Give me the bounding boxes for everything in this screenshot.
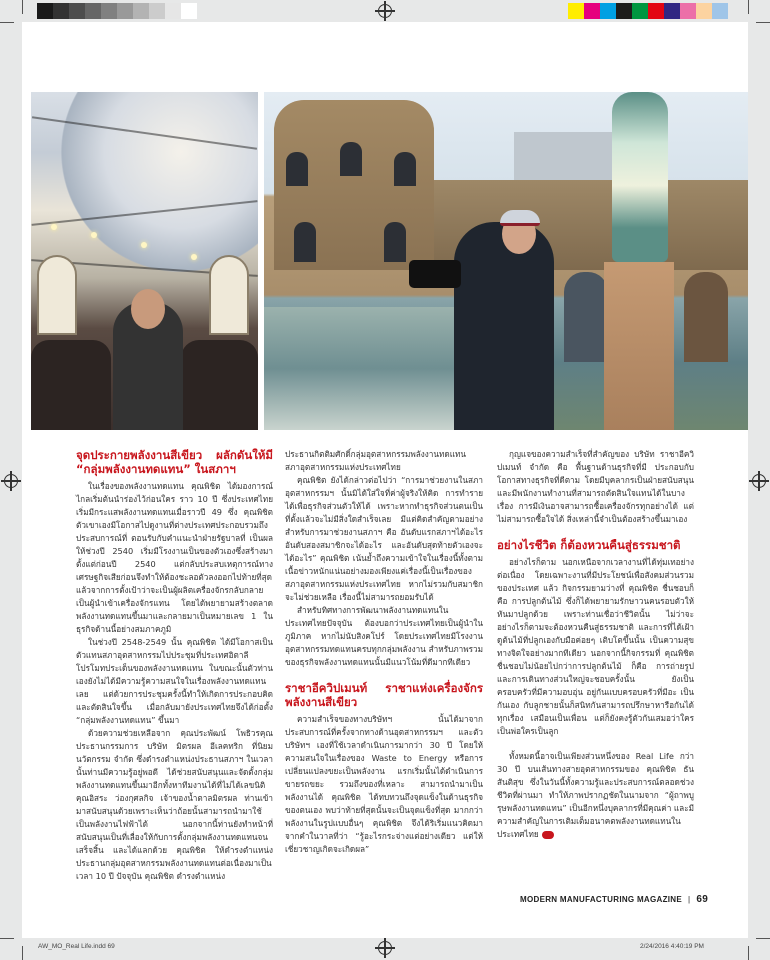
crop-mark <box>0 938 14 939</box>
paragraph: กุญแจของความสำเร็จที่สำคัญของ บริษัท ราชาอีควิปเมนท์ จำกัด คือ พื้นฐานด้านธุรกิจที่มี ประกอบกับ โอกาสทางธุรกิจที่ดีตาม โดยมีบุคลากรเป็นฝ่ายสนับสนุนและมีพนักงานทำงานที่สามารถตัดสินใจแทนได้ในบางเรื่อง การมีเงินอาจสามารถซื้อเครื่องจักรทุกอย่างได้ แต่ไม่สามารถซื้อใจได้ สิ่งเหล่านี้จำเป็นต้องสร้างขึ้นมาเอง <box>497 449 694 524</box>
registration-swatch <box>568 3 584 19</box>
mosque-interior-photo <box>31 92 258 430</box>
registration-swatch <box>680 3 696 19</box>
lamp-light <box>141 242 147 248</box>
registration-swatch <box>616 3 632 19</box>
color-registration-bar <box>568 3 728 19</box>
photographer <box>454 222 554 430</box>
registration-crosshair-bottom <box>378 941 392 955</box>
slug-file: AW_MO_Real Life.indd 69 <box>38 943 115 950</box>
lamp-light <box>51 224 57 230</box>
paragraph: ด้วยความช่วยเหลือจาก คุณประพัฒน์ โพธิวรคุณ ประธานกรรมการ บริษัท มิตรผล อีเลคทริก ที่นิยมนวัตกรรม จำกัด ซึ่งดำรงตำแหน่งประธานสภาฯ ในเวลานั้นท่านมีความรู้อยู่พอดี ได้ช่วยสนับสนุนและจัดตั้งกลุ่มพลังงานทดแทนขึ้นมาอีกทั้งหาทีมงานได้ที่ไม่ได้เลขนิติ คุณอิสระ ว่องกุศลกิจ เจ้าของน้ำตาลมิตรผล ท่านเข้ามาสนับสนุนด้วยเพราะเห็นว่าถ้อยนั้นสามารถนำมาใช้เป็นพลังงานไฟฟ้าได้ นอกจากนี้ท่านยังทำหน้าที่สนับสนุนเป็นที่เลื่องให้กับการตั้งกลุ่มพลังงานทดแทนจนเสร็จสิ้น และได้แลกด้วย คุณพิชิต ให้ดำรงตำแหน่งประธานกลุ่มอุตสาหกรรมพลังงานทดแทนต่อเนื่องมาเป็นเวลา 10 ปี ปัจจุบัน คุณพิชิต ดำรงตำแหน่ง <box>76 728 273 881</box>
registration-swatch <box>101 3 117 19</box>
paragraph: คุณพิชิต ยังได้กล่าวต่อไปว่า “การมาช่วยงานในสภาอุตสาหกรรมฯ นั้นมิได้ใส่ใจที่ค่าผู้จริงให้คิด การทำรายได้เพื่อธุรกิจส่วนตัวให้ได้ เพราะหากทำธุรกิจส่วนตนเป็นที่ตั้งแล้วจะไม่มีสิ่งใดสำเร็จเลย มีแต่คิดสำคัญตามอย่างสำหรับการมาช่วยงานสภาฯ คือ อันดับแรกสภาฯได้อะไร อันดับสองสมาชิกจะได้อะไร และอันดับสุดท้ายตัวเองจะได้อะไร” คุณพิชิต เน้นย้ำถึงความเข้าใจในเรื่องนี้ทั้งตามเนื้อข่าวหนักแน่นอย่างมองเพียงแค่เรื่องนี้เป็นเรื่องของสภาอุตสาหกรรมแห่งประเทศไทย หากไม่รวมกับสมาชิกจะไม่ช่วยเหลือ เรื่องนี้ไม่สามารถยอมรับได้ <box>285 475 483 602</box>
arch-window <box>37 255 77 335</box>
seated-person <box>684 272 728 362</box>
registration-swatch <box>696 3 712 19</box>
spacer <box>497 738 694 750</box>
lamp-light <box>91 232 97 238</box>
registration-swatch <box>133 3 149 19</box>
registration-swatch <box>664 3 680 19</box>
stone-pillar <box>604 262 674 430</box>
green-lantern <box>612 92 668 262</box>
page-number: 69 <box>696 894 709 905</box>
page-footer <box>520 894 708 905</box>
paragraph: อย่างไรก็ตาม นอกเหนือจากเวลางานที่ได้ทุ่มเทอย่างต่อเนื่อง โดยเฉพาะงานที่มีประโยชน์เพื่อสังคมส่วนรวมของประเทศ แล้ว กิจกรรมยามว่างที่ คุณพิชิต ชื่นชอบก็คือ การปลูกต้นไม้ ซึ่งก็ได้พยายามรักษาวนคนรอบตัวให้หันมาปลูกด้วย เพราะท่านเชื่อว่าชีวิตนั้น ไม่ว่าจะอย่างไรก็ตามจะต้องหวนคืนสู่ธรรมชาติ และการที่ได้เฝ้าดูต้นไม้ที่ปลูกเองกับมือค่อยๆ เติบโตขึ้นนั้น เป็นความสุขทางจิตใจอย่างมากทีเดียว นอกจากนี้กิจกรรมที่ คุณพิชิต ชื่นชอบไม่น้อยไปกว่าการปลูกต้นไม้ ก็คือ การถ่ายรูปและการเดินทางส่วนใหญ่จะชอบครั้งนั้น ยังเป็นครอบครัวที่มีความอบอุ่น อยู่กันแบบครอบครัวที่มีอะ เป็นกันเอง กับลูกชายนั้นก็สนิทกันสามารถปรึกษาหารือกันได้ทุกเรื่อง เสมือนเป็นเพื่อน แต่ก็ยังคงรู้ตัวกันเสมอว่าใครเป็นพ่อใครเป็นลูก <box>497 557 694 736</box>
registration-swatch <box>632 3 648 19</box>
section-heading-green-energy: จุดประกายพลังงานสีเขียว ผลักดันให้มี “กลุ่มพลังงานทดแทน” ในสภาฯ <box>76 448 273 476</box>
spacer <box>497 526 694 538</box>
seated-person <box>564 272 608 362</box>
paragraph: ความสำเร็จของทางบริษัทฯ นั้นได้มาจากประสบการณ์ที่ครั้งจากทางด้านอุตสาหกรรมฯ และตัวบริษัทฯ เองที่ใช้เวลาดำเนินการมากว่า 30 ปี โดยให้ความสนใจในเรื่องของ Waste to Energy หรือการเปลี่ยนแปลงขยะเป็นพลังงาน แรกเริ่มนั้นได้ดำเนินการขายรถขยะ รวมถึงของที่เหลาะ สามารถนำมาเป็นพลังงานได้ คุณพิชิต ได้ทบทวนถึงจุดแข็งในด้านธุรกิจของตนเอง พบว่าท้ายที่สุดนั้นจะเป็นจุดแข็งที่สุด มากกว่าพลังงานในรูปแบบอื่นๆ คุณพิชิต จึงได้ริเริ่มแนวคิดมาจากคำในวาลที่ว่า “รู้อะไรกระจ่างแต่อย่างเดียว แต่ให้เชี่ยวชาญเกิดจะเกิดผล” <box>285 714 483 854</box>
text-column-2 <box>285 448 483 856</box>
registration-swatch <box>600 3 616 19</box>
arched-window <box>286 152 308 186</box>
text-column-3 <box>497 448 694 841</box>
registration-swatch <box>37 3 53 19</box>
registration-swatch <box>165 3 181 19</box>
lamp-light <box>191 254 197 260</box>
end-mark-icon <box>542 831 554 839</box>
crowd-silhouette <box>181 340 258 430</box>
registration-crosshair-top <box>378 4 392 18</box>
crop-mark <box>22 0 23 14</box>
paragraph-final-text: ทั้งหมดนี้อาจเป็นเพียงส่วนหนึ่งของ Real Life กว่า 30 ปี บนเส้นทางสายอุตสาหกรรมของ คุณพิชิต ธันสันติสุข ซึ่งในวันนี้ทั้งความรู้และประสบการณ์ตลอดช่วงชีวิตที่ผ่านมา ทำให้ภาพปรากฏชัดในนามจาก “ผู้ถาพบูรุษพลังงานทดแทน” เป็นอีกหนึ่งบุคลากรที่มีคุณค่า และมีความสำคัญในการเติมเต็มอนาคตพลังงานทดแทนในประเทศไทย <box>497 751 694 839</box>
paragraph-final <box>497 750 694 841</box>
arch-window <box>209 255 249 335</box>
text-column-1 <box>76 448 273 883</box>
registration-crosshair-left <box>4 474 18 488</box>
arched-window <box>294 222 316 262</box>
man-head <box>131 289 165 329</box>
paragraph: ในเรื่องของพลังงานทดแทน คุณพิชิต ได้มองการณ์ไกลเริ่มต้นนำร่องไว้ก่อนใคร ราว 10 ปี ซึ่งประเทศไทยเริ่มมีกระแสพลังงานทดแทนเมื่อราวปี 49 ซึ่ง คุณพิชิต ตัวเขาเองมีโอกาสไปดูงานที่ต่างประเทศประกอบรวมถึงประสบการณ์ที่ ตอนรับกับคำแนะนำฝ่ายรัฐบาลที่ เป็นผลให้ช่วงปี 2540 เริ่มมีโรงงานเป็นของตัวเองซึ่งสร้างมาตั้งแต่ก่อนปี 2540 แต่กลับประสบเหตุการณ์ทางเศรษฐกิจเสียก่อนจึงทำให้ต้องชะลอตัวลงออกไปท้ายที่สุดแล้วจากการตั้งเป้าว่าจะเป็นผู้ผลิตเครื่องจักรกลับกลายเป็นผู้นำเข้าเครื่องจักรแทน โดยได้พยายามสร้างตลาดพลังงานทดแทนขึ้นมาและกลายมาเป็นหมายเลข 1 ในธุรกิจด้านนี้อย่างสมภาคภูมิ <box>76 481 273 634</box>
registration-crosshair-right <box>752 474 766 488</box>
crop-mark <box>0 22 14 23</box>
crowd-silhouette <box>31 340 111 430</box>
crop-mark <box>748 0 749 14</box>
footer-separator: | <box>688 895 691 904</box>
registration-swatch <box>648 3 664 19</box>
crop-mark <box>756 938 770 939</box>
registration-swatch <box>69 3 85 19</box>
arched-window <box>394 152 416 186</box>
registration-swatch <box>712 3 728 19</box>
crop-mark <box>22 946 23 960</box>
registration-swatch <box>117 3 133 19</box>
arched-window <box>340 142 362 176</box>
section-heading-racha-equipment: ราชาอีควิปเมนท์ ราชาแห่งเครื่องจักรพลังงานสีเขียว <box>285 681 483 709</box>
paragraph: ประธานกิตติมศักดิ์กลุ่มอุตสาหกรรมพลังงานทดแทน สภาอุตสาหกรรมแห่งประเทศไทย <box>285 449 466 472</box>
dome-shape <box>61 92 258 272</box>
section-heading-nature: อย่างไรชีวิต ก็ต้องหวนคืนสู่ธรรมชาติ <box>497 538 681 552</box>
palace-photographer-photo <box>264 92 748 430</box>
paragraph: สำหรับทิศทางการพัฒนาพลังงานทดแทนในประเทศไทยปัจจุบัน ต้องบอกว่าประเทศไทยเป็นผู้นำในภูมิภาค หากไม่นับสิงคโปร์ โดยประเทศไทยมีโรงงานอุตสาหกรรมทดแทนครบทุกกลุ่มพลังงาน สำหรับภาพรวมของธุรกิจพลังงานทดแทนนั้นมีแนวโน้มที่ดีมากทีเดียว <box>285 605 483 667</box>
spacer <box>285 669 483 681</box>
crop-mark <box>756 22 770 23</box>
cap <box>500 210 540 226</box>
camera-icon <box>409 260 461 288</box>
grayscale-registration-bar <box>37 3 197 19</box>
crop-mark <box>748 946 749 960</box>
registration-swatch <box>584 3 600 19</box>
magazine-name: MODERN MANUFACTURING MAGAZINE <box>520 895 683 904</box>
registration-swatch <box>181 3 197 19</box>
registration-swatch <box>149 3 165 19</box>
registration-swatch <box>53 3 69 19</box>
paragraph: ในช่วงปี 2548-2549 นั้น คุณพิชิต ได้มีโอกาสเป็นตัวแทนสภาอุตสาหกรรมไปประชุมที่ประเทศอิตาลีโปรโมทประเด็นของพลังงานทดแทน ในขณะนั้นตัวท่านเองยังไม่ได้มีความรู้ความสนใจในเรื่องพลังงานทดแทนเลย แต่ด้วยการประชุมครั้งนี้ทำให้เกิดการประกอบคิดและตัดสินใจขึ้น เมื่อกลับมายังประเทศไทยจึงได้ก่อตั้ง “กลุ่มพลังงานทดแทน” ขึ้นมา <box>76 637 273 725</box>
arched-window <box>384 222 406 262</box>
registration-swatch <box>85 3 101 19</box>
slug-timestamp: 2/24/2016 4:40:19 PM <box>640 943 704 950</box>
